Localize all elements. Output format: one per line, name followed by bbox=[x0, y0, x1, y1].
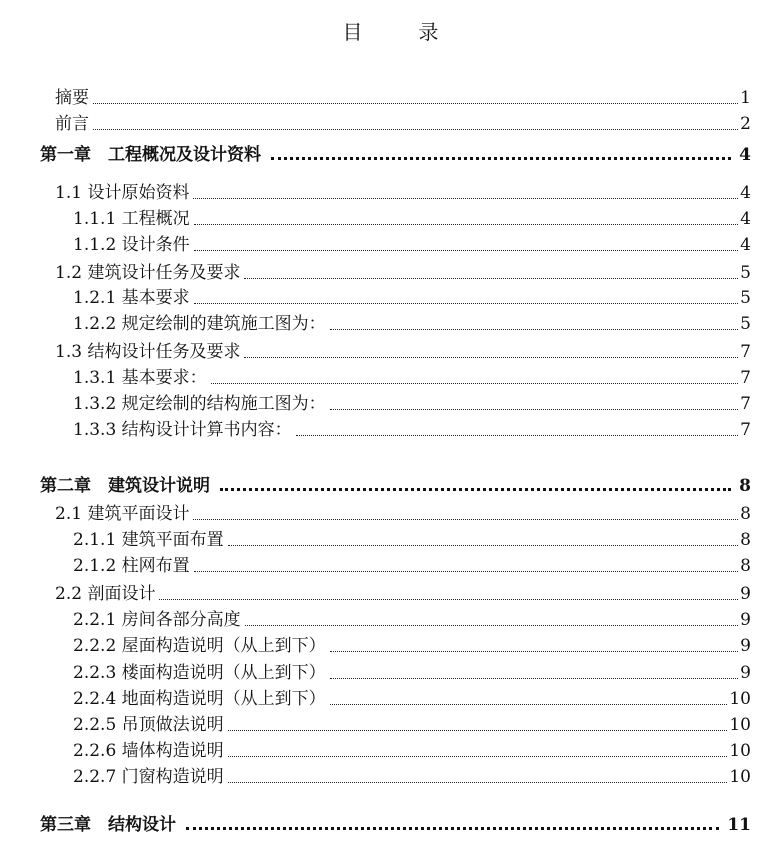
toc-dot-leader bbox=[330, 408, 739, 410]
toc-entry[interactable] bbox=[73, 605, 751, 631]
toc-entry[interactable] bbox=[73, 736, 751, 762]
toc-page-number: 7 bbox=[740, 342, 751, 362]
toc-entry[interactable] bbox=[73, 389, 751, 415]
toc-dot-leader bbox=[228, 729, 728, 731]
toc-chapter-entry[interactable] bbox=[40, 471, 751, 497]
toc-page-number: 7 bbox=[740, 394, 751, 414]
toc-page-number: 2 bbox=[740, 114, 751, 134]
toc-dot-leader bbox=[194, 249, 739, 251]
toc-entry[interactable] bbox=[73, 684, 751, 710]
toc-dot-leader bbox=[330, 703, 728, 705]
toc-dot-leader bbox=[228, 781, 728, 783]
toc-entry-label: 2.2.3 楼面构造说明（从上到下） bbox=[73, 663, 326, 683]
toc-page-number: 10 bbox=[729, 689, 751, 709]
toc-dot-leader bbox=[330, 677, 739, 679]
toc-dot-leader bbox=[193, 518, 738, 520]
toc-entry[interactable] bbox=[73, 762, 751, 788]
toc-dot-leader bbox=[330, 328, 739, 330]
toc-page-number: 10 bbox=[729, 741, 751, 761]
toc-entry-label: 2.2.2 屋面构造说明（从上到下） bbox=[73, 636, 326, 656]
toc-dot-leader bbox=[330, 650, 739, 652]
toc-entry-label: 1.1.2 设计条件 bbox=[73, 235, 190, 255]
toc-page-number: 8 bbox=[740, 556, 751, 576]
toc-entry-label: 第二章 建筑设计说明 bbox=[40, 476, 210, 496]
toc-entry[interactable] bbox=[55, 83, 751, 109]
toc-entry-label: 第一章 工程概况及设计资料 bbox=[40, 145, 261, 165]
toc-entry[interactable] bbox=[73, 658, 751, 684]
toc-page-number: 5 bbox=[740, 288, 751, 308]
toc-dot-leader bbox=[93, 102, 738, 104]
toc-dot-leader bbox=[159, 598, 738, 600]
toc-dot-leader bbox=[296, 434, 739, 436]
toc-dot-leader bbox=[244, 356, 738, 358]
toc-dot-leader bbox=[228, 755, 728, 757]
toc-entry-label: 1.2.2 规定绘制的建筑施工图为： bbox=[73, 314, 326, 334]
toc-page-number: 7 bbox=[740, 420, 751, 440]
toc-page-number: 8 bbox=[740, 530, 751, 550]
toc-entry[interactable] bbox=[73, 204, 751, 230]
toc-dot-leader bbox=[194, 302, 739, 304]
toc-page-number: 8 bbox=[740, 504, 751, 524]
toc-page-number: 9 bbox=[740, 610, 751, 630]
toc-entry[interactable] bbox=[73, 363, 751, 389]
toc-page-number: 10 bbox=[729, 715, 751, 735]
toc-page-number: 5 bbox=[740, 263, 751, 283]
toc-entry-label: 1.2.1 基本要求 bbox=[73, 288, 190, 308]
toc-entry[interactable] bbox=[73, 525, 751, 551]
toc-dot-leader bbox=[194, 223, 739, 225]
toc-dot-leader bbox=[193, 197, 738, 199]
toc-entry-label: 1.3.1 基本要求： bbox=[73, 368, 207, 388]
toc-chapter-entry[interactable] bbox=[40, 140, 751, 166]
toc-dot-leader bbox=[186, 826, 719, 830]
toc-entry[interactable] bbox=[55, 579, 751, 605]
toc-page-number: 7 bbox=[740, 368, 751, 388]
toc-dot-leader bbox=[244, 277, 738, 279]
toc-page-number: 4 bbox=[740, 209, 751, 229]
toc-page-number: 1 bbox=[740, 88, 751, 108]
toc-page-number: 10 bbox=[729, 767, 751, 787]
toc-entry-label: 第三章 结构设计 bbox=[40, 815, 176, 835]
toc-dot-leader bbox=[220, 487, 731, 491]
toc-entry[interactable] bbox=[55, 499, 751, 525]
toc-entry[interactable] bbox=[55, 258, 751, 284]
toc-entry-label: 2.2 剖面设计 bbox=[55, 584, 156, 604]
toc-dot-leader bbox=[245, 624, 739, 626]
toc-dot-leader bbox=[228, 544, 739, 546]
toc-dot-leader bbox=[93, 128, 738, 130]
toc-page-number: 8 bbox=[739, 476, 751, 496]
toc-entry[interactable] bbox=[73, 551, 751, 577]
toc-page-number: 4 bbox=[739, 145, 751, 165]
toc-page-number: 11 bbox=[727, 815, 751, 835]
page-title: 目 录 bbox=[342, 20, 457, 44]
toc-entry-label: 1.2 建筑设计任务及要求 bbox=[55, 263, 241, 283]
toc-entry-label: 2.1.1 建筑平面布置 bbox=[73, 530, 224, 550]
toc-entry-label: 2.1.2 柱网布置 bbox=[73, 556, 190, 576]
toc-entry-label: 2.2.1 房间各部分高度 bbox=[73, 610, 241, 630]
toc-entry-label: 2.2.7 门窗构造说明 bbox=[73, 767, 224, 787]
toc-chapter-entry[interactable] bbox=[40, 810, 751, 836]
toc-entry-label: 2.2.4 地面构造说明（从上到下） bbox=[73, 689, 326, 709]
toc-page-number: 4 bbox=[740, 183, 751, 203]
toc-entry-label: 1.1 设计原始资料 bbox=[55, 183, 190, 203]
toc-dot-leader bbox=[271, 156, 731, 160]
toc-entry[interactable] bbox=[73, 631, 751, 657]
toc-entry[interactable] bbox=[73, 710, 751, 736]
toc-entry-label: 2.1 建筑平面设计 bbox=[55, 504, 190, 524]
toc-entry-label: 2.2.5 吊顶做法说明 bbox=[73, 715, 224, 735]
toc-page-number: 9 bbox=[740, 663, 751, 683]
toc-dot-leader bbox=[194, 570, 739, 572]
toc-entry[interactable] bbox=[73, 283, 751, 309]
toc-dot-leader bbox=[211, 382, 739, 384]
toc-entry-label: 1.3.2 规定绘制的结构施工图为： bbox=[73, 394, 326, 414]
toc-entry-label: 1.3 结构设计任务及要求 bbox=[55, 342, 241, 362]
toc-entry[interactable] bbox=[55, 337, 751, 363]
toc-page-number: 9 bbox=[740, 584, 751, 604]
toc-entry-label: 摘要 bbox=[55, 88, 89, 108]
toc-entry-label: 前言 bbox=[55, 114, 89, 134]
toc-page-number: 5 bbox=[740, 314, 751, 334]
toc-entry[interactable] bbox=[55, 109, 751, 135]
toc-page-number: 4 bbox=[740, 235, 751, 255]
toc-entry[interactable] bbox=[73, 309, 751, 335]
toc-entry[interactable] bbox=[73, 415, 751, 441]
toc-entry[interactable] bbox=[55, 178, 751, 204]
toc-entry[interactable] bbox=[73, 230, 751, 256]
toc-entry-label: 2.2.6 墙体构造说明 bbox=[73, 741, 224, 761]
toc-entry-label: 1.1.1 工程概况 bbox=[73, 209, 190, 229]
toc-page-number: 9 bbox=[740, 636, 751, 656]
toc-entry-label: 1.3.3 结构设计计算书内容： bbox=[73, 420, 292, 440]
